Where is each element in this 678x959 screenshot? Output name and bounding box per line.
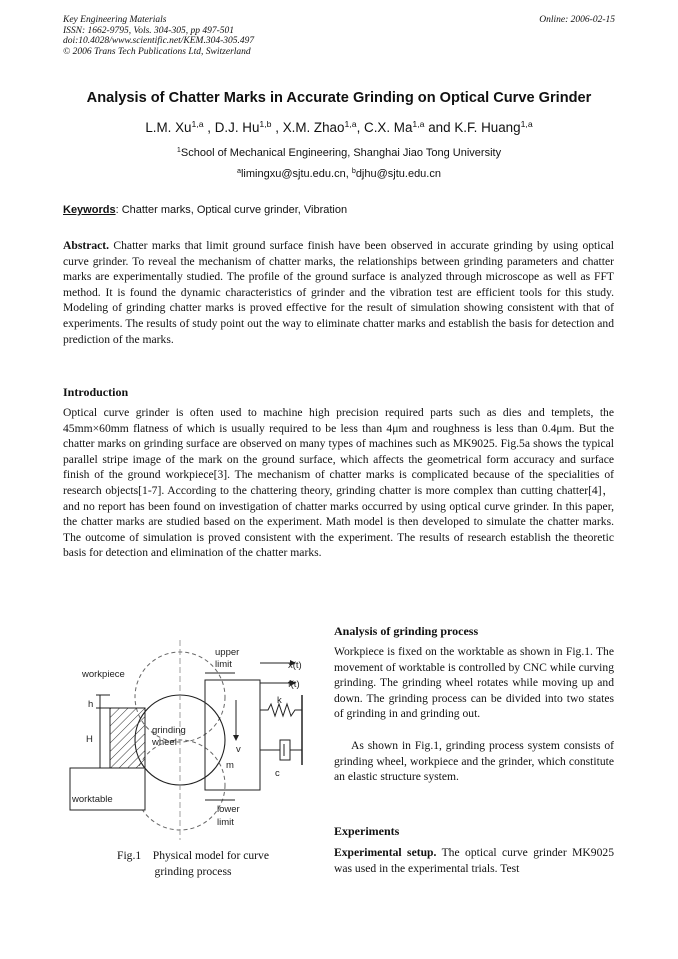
- grinding-process-heading: Analysis of grinding process: [334, 624, 479, 638]
- lower-label: lower: [217, 804, 240, 815]
- abstract: [63, 238, 614, 347]
- wheel-label: wheel: [152, 737, 177, 748]
- journal-info: [63, 15, 254, 57]
- author-sup: 1,a: [520, 119, 533, 130]
- caption-line-2: grinding process: [154, 864, 232, 878]
- keywords-label: Keywords: [63, 204, 116, 216]
- introduction-text: Optical curve grinder is often used to machine high precision required parts such as dies and templets, the 45mm×60mm flatness of which is usually required to be less than 4μm and roughness is less than 0.4μm. But the chatter marks on grinding surface are observed on many types of machines such as MK9025. Fig.5a shows the typical parallel stripe image of the mark on the ground surface, which affects the geometrical form accuracy and surface finish of the ground workpiece[3]. The mechanism of chatter marks is complicated because of the specialities of research objects[1-7]. According to the chattering theory, grinding chatter is more complex than cutting chatter[4]，and no report has been found on investigation of chatter marks occurred by using optical curve grinder. In this paper, the chatter marks are studied based on the experiment. Math model is then developed to simulate the chatter marks. The outcome of simulation is proved consistent with the experiment. The results of research establish the theoretic basis for detection and elimination of the chatter marks.: [63, 406, 614, 560]
- figure-caption: [93, 848, 293, 879]
- v-label: v: [236, 744, 241, 755]
- abstract-text: Chatter marks that limit ground surface finish have been observed in accurate grinding by using optical curve grinder. To reveal the mechanism of chatter marks, the relationships between grinding parameters and chatter marks are experimentally studied. The profile of the ground surface is analyzed through microscope as well as FFT method. It is found the dynamic characteristics of grinder and the vibration test are efficient tools for this study. Modeling of grinding chatter marks is proved effective for the result of simulation showing consistent with that of experiments. The results of study point out the way to eliminate chatter marks and establish the basis for detection and prediction of the marks.: [63, 239, 614, 346]
- abstract-label: Abstract.: [63, 239, 110, 252]
- h-label: h: [88, 699, 94, 710]
- author-sup: 1,b: [259, 119, 272, 130]
- experiments-para: [334, 845, 614, 876]
- caption-line-1: Fig.1 Physical model for curve: [117, 849, 269, 862]
- journal-name: Key Engineering Materials: [63, 15, 167, 25]
- author-name: K.F. Huang: [454, 120, 521, 135]
- author-name: C.X. Ma: [364, 120, 413, 135]
- upper-label: upper: [215, 647, 240, 658]
- author-sup: 1,a: [191, 119, 204, 130]
- author-name: D.J. Hu: [214, 120, 260, 135]
- email-a: limingxu@sjtu.edu.cn,: [240, 168, 349, 180]
- introduction-heading: Introduction: [63, 385, 129, 399]
- figure-1: [60, 640, 322, 840]
- grinding-process-para-2: As shown in Fig.1, grinding process system consists of grinding wheel, workpiece and the grinder, which constitute an elastic structure system.: [334, 739, 614, 784]
- author-sup: 1,a: [344, 119, 357, 130]
- author-name: X.M. Zhao: [282, 120, 345, 135]
- online-date: Online: 2006-02-15: [539, 15, 615, 25]
- ft-label: f(t): [288, 679, 300, 690]
- paper-title: Analysis of Chatter Marks in Accurate Grinding on Optical Curve Grinder: [86, 90, 592, 106]
- H-label: H: [86, 734, 93, 745]
- physical-model-diagram: [60, 640, 322, 840]
- m-label: m: [226, 760, 234, 771]
- email-sup-b: b: [351, 167, 356, 176]
- k-label: k: [277, 695, 282, 706]
- lower-limit-label: limit: [217, 817, 234, 828]
- author-sup: 1,a: [412, 119, 425, 130]
- experiments-heading: Experiments: [334, 824, 400, 838]
- issn-line: ISSN: 1662-9795, Vols. 304-305, pp 497-501: [63, 25, 234, 36]
- workpiece-block: [110, 708, 145, 768]
- email-sup-a: a: [237, 167, 241, 176]
- workpiece-label: workpiece: [82, 669, 125, 680]
- grinding-label: grinding: [152, 725, 186, 736]
- keywords-text: : Chatter marks, Optical curve grinder, Vibration: [115, 204, 348, 216]
- doi-line: doi:10.4028/www.scientific.net/KEM.304-305.497: [63, 36, 255, 46]
- affiliation-text: School of Mechanical Engineering, Shanghai Jiao Tong University: [180, 147, 502, 159]
- experimental-setup-label: Experimental setup.: [334, 846, 437, 859]
- email-b: djhu@sjtu.edu.cn: [355, 168, 441, 180]
- author-name: L.M. Xu: [145, 120, 192, 135]
- keywords: [63, 204, 347, 216]
- author-list: L.M. Xu$^{1,a}$ , D.J. Hu$^{1,b}$ , X.M. Zhao$^{1,a}$, C.X. Ma$^{1,a}$ and K.F. Huang$^{1,a}$: [145, 119, 533, 135]
- c-label: c: [275, 768, 280, 779]
- experimental-setup-text: The optical curve grinder MK9025 was used in the experimental trials. Test: [334, 846, 614, 875]
- limit-label: limit: [215, 659, 232, 670]
- affiliation: [0, 147, 678, 159]
- grinding-process-para-1: Workpiece is fixed on the worktable as shown in Fig.1. The movement of worktable is controlled by CNC while curving grinding. The grinding wheel rotates while moving up and down. The grinding process can be divided into two states of grinding in and grinding out.: [334, 645, 614, 721]
- xt-label: x(t): [288, 660, 302, 671]
- mass-block: [205, 680, 260, 790]
- author-emails: [0, 168, 678, 180]
- affiliation-sup: 1: [176, 146, 181, 155]
- copyright-line: © 2006 Trans Tech Publications Ltd, Switzerland: [63, 46, 251, 57]
- worktable-label: worktable: [72, 794, 113, 805]
